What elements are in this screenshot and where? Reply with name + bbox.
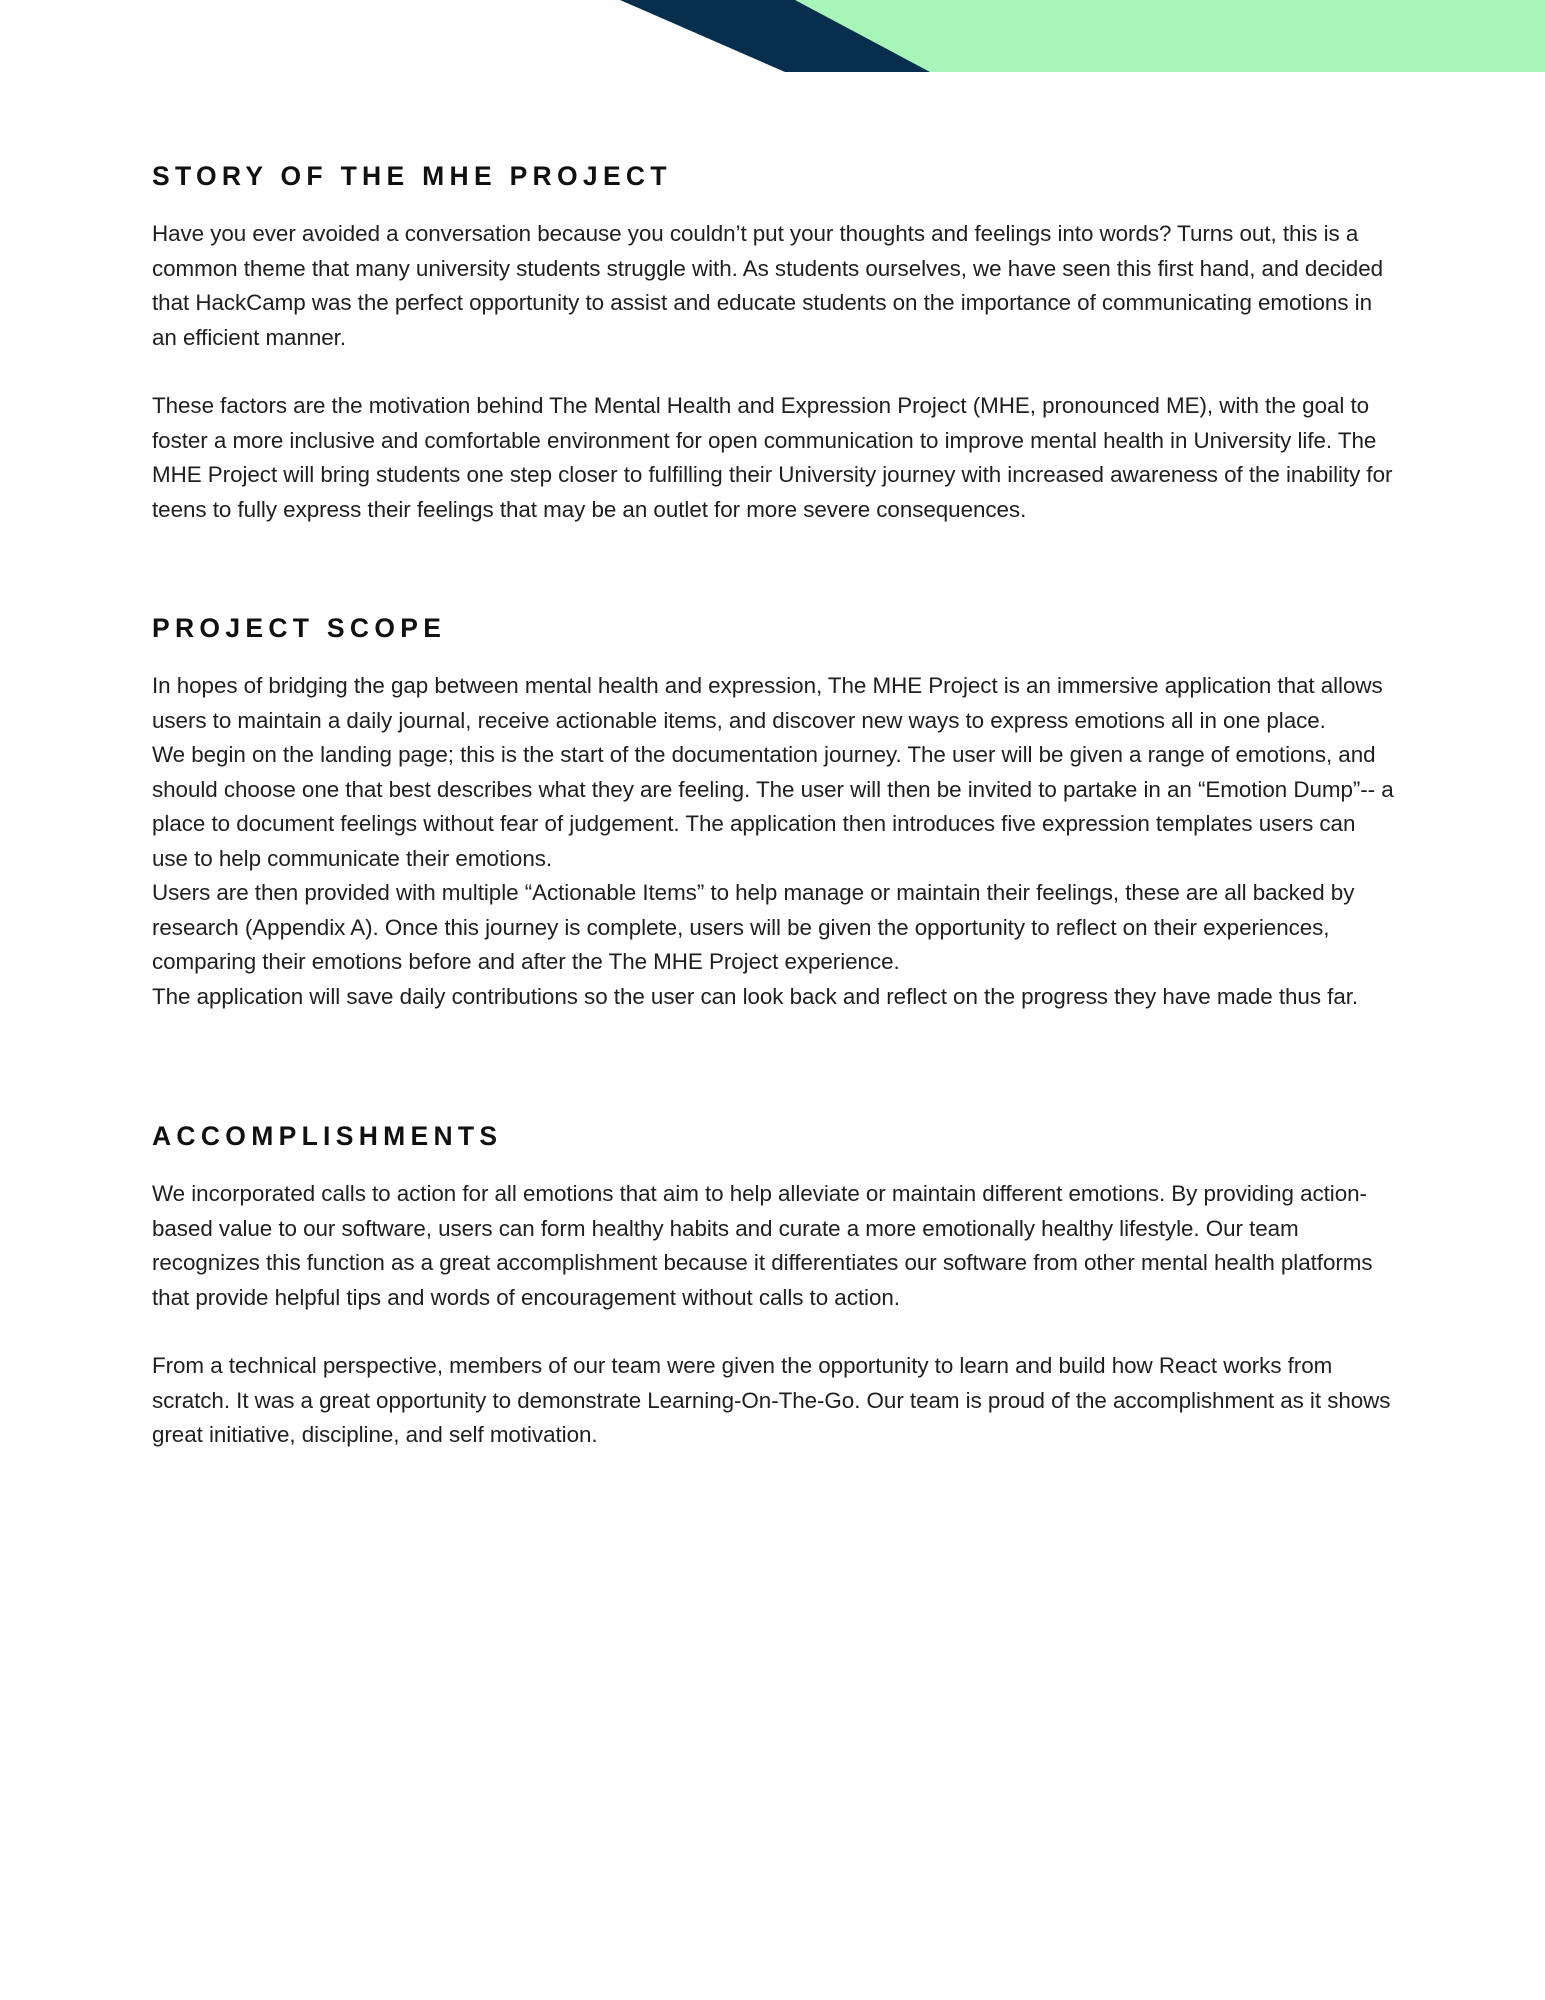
paragraph-scope-1: In hopes of bridging the gap between mental health and expression, The MHE Project is an immersive application that allows users to maintain a daily journal, receive actionable items, and discover new ways to express emotions all in one place. <box>152 673 1383 733</box>
section-heading-story: STORY OF THE MHE PROJECT <box>152 161 672 191</box>
section-story <box>152 160 1397 527</box>
paragraph-scope-2: We begin on the landing page; this is the start of the documentation journey. The user will be given a range of emotions, and should choose one that best describes what they are feeling. The user will then be invited to partake in an “Emotion Dump”-- a place to document feelings without fear of judgement. The application then introduces five expression templates users can use to help communicate their emotions. <box>152 742 1394 871</box>
section-spacer <box>152 1014 1397 1120</box>
section-heading-accomplishments: ACCOMPLISHMENTS <box>152 1121 503 1152</box>
spacer <box>152 1315 1397 1349</box>
spacer <box>152 355 1397 389</box>
paragraph-accomplishments-2: From a technical perspective, members of our team were given the opportunity to learn and build how React works from scratch. It was a great opportunity to demonstrate Learning-On-The-Go. Our team is proud of the accomplishment as it shows great initiative, discipline, and self motivation. <box>152 1353 1391 1448</box>
paragraph-scope-4: The application will save daily contributions so the user can look back and reflect on the progress they have made thus far. <box>152 983 1359 1009</box>
section-heading-project-scope: PROJECT SCOPE <box>152 613 447 644</box>
spacer <box>152 193 1397 217</box>
section-spacer <box>152 527 1397 612</box>
paragraph-accomplishments-1: We incorporated calls to action for all emotions that aim to help alleviate or maintain different emotions. By providing action-based value to our software, users can form healthy habits and curate a more emotionally healthy lifestyle. Our team recognizes this function as a great accomplishment because it differentiates our software from other mental health platforms that provide helpful tips and words of encouragement without calls to action. <box>152 1181 1373 1310</box>
section-accomplishments <box>152 1120 1397 1453</box>
paragraph-story-2: These factors are the motivation behind The Mental Health and Expression Project (MHE, pronounced ME), with the goal to foster a more inclusive and comfortable environment for open communication to improve mental health in University life. The MHE Project will bring students one step closer to fulfilling their University journey with increased awareness of the inability for teens to fully express their feelings that may be an outlet for more severe consequences. <box>152 393 1393 522</box>
spacer <box>152 1153 1397 1177</box>
spacer <box>152 645 1397 669</box>
paragraph-scope-3: Users are then provided with multiple “Actionable Items” to help manage or maintain their feelings, these are all backed by research (Appendix A). Once this journey is complete, users will be given the opportunity to reflect on their experiences, comparing their emotions before and after the The MHE Project experience. <box>152 880 1355 975</box>
section-project-scope <box>152 612 1397 1014</box>
top-spacer <box>152 0 1397 160</box>
paragraph-story-1: Have you ever avoided a conversation because you couldn’t put your thoughts and feelings into words? Turns out, this is a common theme that many university students struggle with. As students ourselves, we have seen this first hand, and decided that HackCamp was the perfect opportunity to assist and educate students on the importance of communicating emotions in an efficient manner. <box>152 221 1384 350</box>
